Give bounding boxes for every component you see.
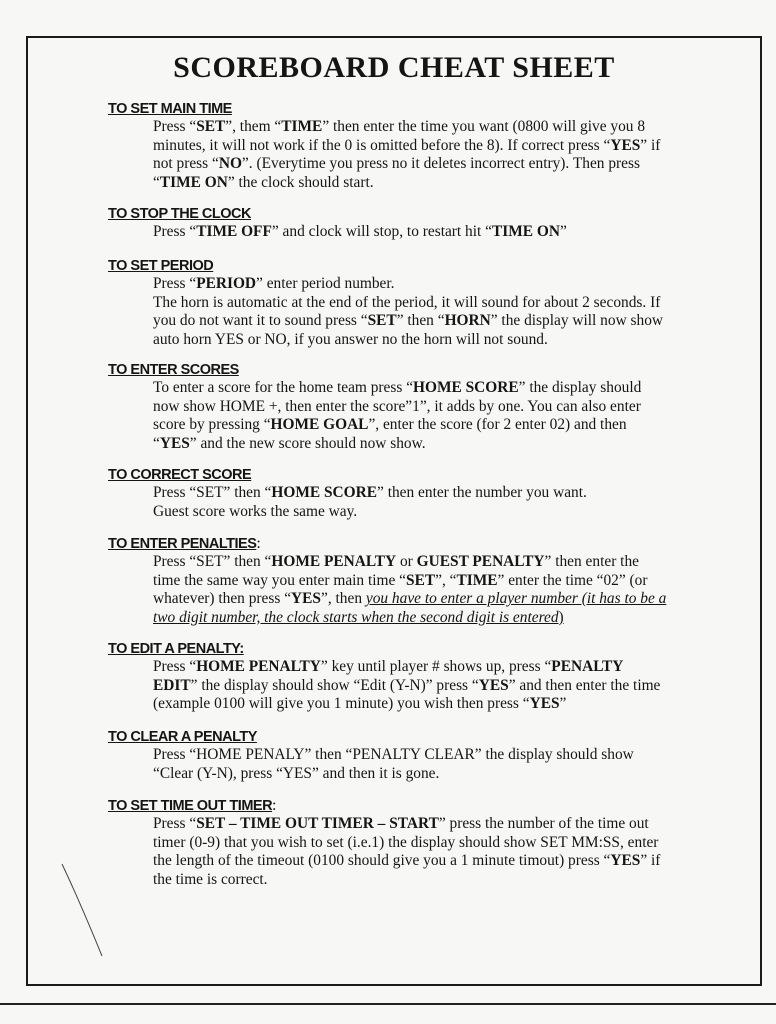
section-correct-score: [108, 466, 668, 521]
section-body: Press “HOME PENALTY” key until player # shows up, press “PENALTY EDIT” the display should show “Edit (Y-N)” press “YES” and then enter the time (example 0100 will give you 1 minute) you wish then press “YES”: [153, 658, 661, 713]
section-heading: TO CORRECT SCORE: [108, 467, 252, 483]
section-heading: TO SET TIME OUT TIMER: [108, 798, 273, 814]
heading-colon: :: [256, 535, 261, 552]
section-body: Press “HOME PENALY” then “PENALTY CLEAR” the display should show “Clear (Y-N), press “YES” and then it is gone.: [153, 746, 634, 782]
section-heading: TO EDIT A PENALTY:: [108, 641, 244, 657]
section-heading: TO SET PERIOD: [108, 258, 214, 274]
section-body: Press “PERIOD” enter period number. The horn is automatic at the end of the period, it will sound for about 2 seconds. If you do not want it to sound press “SET” then “HORN” the display will now show auto horn YES or NO, if you answer no the horn will not sound.: [153, 275, 664, 348]
heading-colon: :: [272, 797, 277, 814]
section-heading-wrap: [108, 535, 261, 552]
section-heading: TO SET MAIN TIME: [108, 101, 232, 117]
section-heading: TO CLEAR A PENALTY: [108, 729, 257, 745]
section-body: Press “SET” then “HOME PENALTY or GUEST PENALTY” then enter the time the same way you enter main time “SET”, “TIME” enter the time “02” (or whatever) then press “YES”, then you have to enter a player number (it has to be a two digit number, the clock starts when the second digit is entered): [153, 553, 667, 626]
section-set-time-out-timer: [108, 797, 668, 889]
section-set-period: [108, 257, 668, 349]
page-title: SCOREBOARD CHEAT SHEET: [173, 51, 615, 84]
section-heading-wrap: [108, 797, 277, 814]
section-body: To enter a score for the home team press “HOME SCORE” the display should now show HOME +, then enter the score”1”, it adds by one. You can also enter score by pressing “HOME GOAL”, enter the score (for 2 enter 02) and then “YES” and the new score should now show.: [153, 379, 642, 452]
section-body: Press “TIME OFF” and clock will stop, to restart hit “TIME ON”: [153, 223, 567, 240]
section-body: Press “SET – TIME OUT TIMER – START” press the number of the time out timer (0-9) that you wish to set (i.e.1) the display should show SET MM:SS, enter the length of the timeout (0100 should give you a 1 minute timout) press “YES” if the time is correct.: [153, 815, 661, 888]
section-clear-a-penalty: [108, 728, 668, 783]
section-body: Press “SET” then “HOME SCORE” then enter the number you want. Guest score works the same way.: [153, 484, 587, 520]
section-heading: TO STOP THE CLOCK: [108, 206, 251, 222]
section-set-main-time: [108, 100, 668, 192]
section-body: Press “SET”, them “TIME” then enter the time you want (0800 will give you 8 minutes, it will not work if the 0 is omitted before the 8). If correct press “YES” if not press “NO”. (Everytime you press no it deletes incorrect entry). Then press “TIME ON” the clock should start.: [153, 118, 661, 191]
bottom-rule: [0, 1003, 776, 1005]
section-stop-the-clock: [108, 205, 668, 242]
section-edit-a-penalty: [108, 640, 668, 714]
section-enter-penalties: [108, 535, 668, 627]
section-heading: TO ENTER SCORES: [108, 362, 239, 378]
pen-stroke-mark: [60, 862, 110, 962]
section-heading: TO ENTER PENALTIES: [108, 536, 257, 552]
section-enter-scores: [108, 361, 668, 453]
